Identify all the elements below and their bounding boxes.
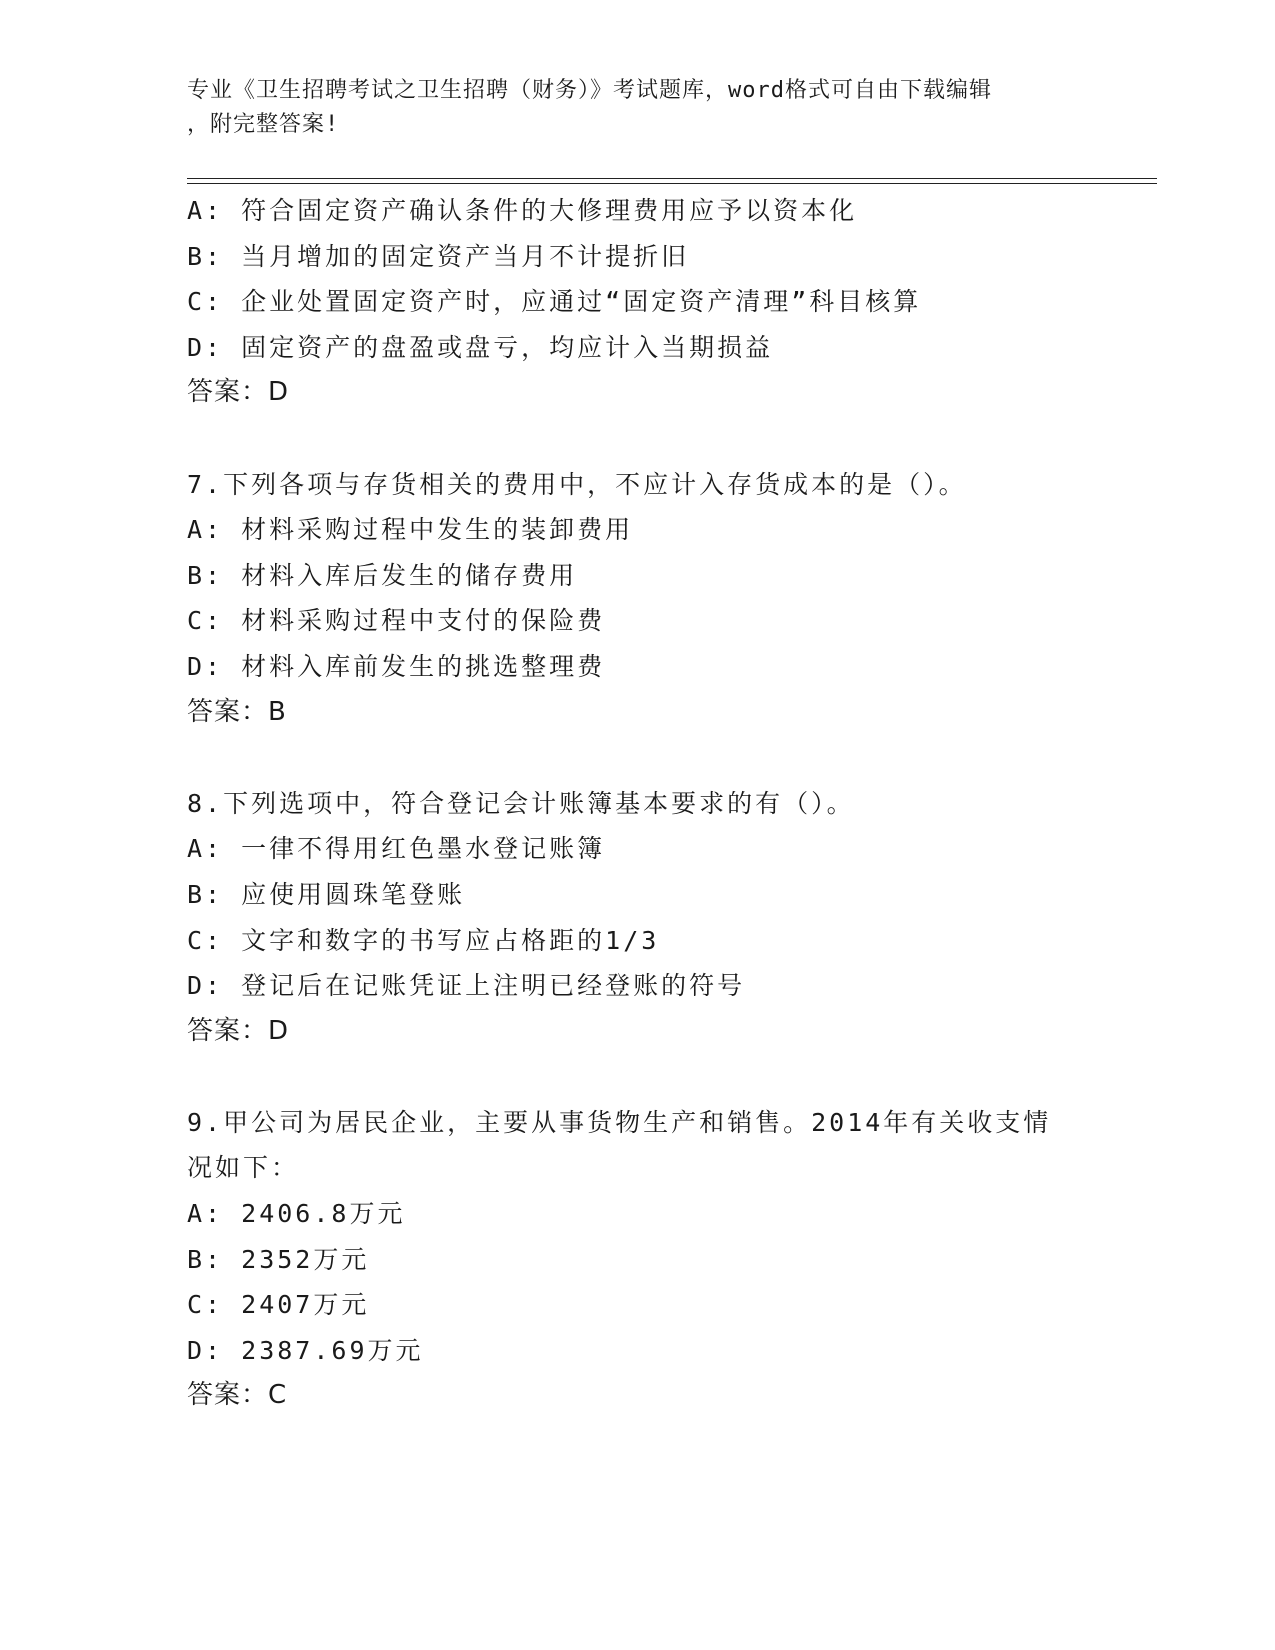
spacer [187,735,1087,781]
option-a: A: 符合固定资产确认条件的大修理费用应予以资本化 [187,196,858,225]
question-text: 8.下列选项中，符合登记会计账簿基本要求的有（）。 [187,788,855,818]
question-text-line-1: 9.甲公司为居民企业，主要从事货物生产和销售。2014年有关收支情 [187,1107,1052,1137]
question-7 [187,462,1087,736]
option-c: C: 文字和数字的书写应占格距的1/3 [187,925,660,955]
header-divider-bottom [187,183,1157,184]
option-c: C: 材料采购过程中支付的保险费 [187,606,606,636]
header-line-1: 专业《卫生招聘考试之卫生招聘（财务）》考试题库，word格式可自由下载编辑 [187,78,992,103]
question-text-line-2: 况如下： [187,1153,300,1183]
answer: 答案：D [187,377,290,408]
answer: 答案：D [187,1015,290,1046]
option-c: C: 企业处置固定资产时，应通过“固定资产清理”科目核算 [187,287,922,317]
question-text: 7.下列各项与存货相关的费用中，不应计入存货成本的是（）。 [187,469,967,499]
option-b: B: 应使用圆珠笔登账 [187,879,466,909]
header-divider-top [187,178,1157,179]
option-d: D: 登记后在记账凭证上注明已经登账的符号 [187,971,746,1001]
option-b: B: 2352万元 [187,1244,370,1274]
spacer [187,416,1087,462]
spacer [187,1054,1087,1100]
option-b: B: 当月增加的固定资产当月不计提折旧 [187,241,690,271]
option-d: D: 材料入库前发生的挑选整理费 [187,651,606,681]
option-b: B: 材料入库后发生的储存费用 [187,560,578,590]
question-9 [187,1100,1087,1419]
option-a: A: 一律不得用红色墨水登记账簿 [187,834,606,864]
question-8 [187,781,1087,1055]
option-a: A: 2406.8万元 [187,1199,406,1229]
question-6 [187,188,1087,416]
answer: 答案：B [187,696,287,727]
option-a: A: 材料采购过程中发生的装卸费用 [187,515,634,545]
header-line-2: ，附完整答案! [187,112,340,137]
option-d: D: 固定资产的盘盈或盘亏，均应计入当期损益 [187,332,774,362]
question-list [187,188,1087,1419]
answer: 答案：C [187,1380,288,1411]
option-d: D: 2387.69万元 [187,1335,424,1365]
document-header [187,74,1067,142]
option-c: C: 2407万元 [187,1290,370,1320]
